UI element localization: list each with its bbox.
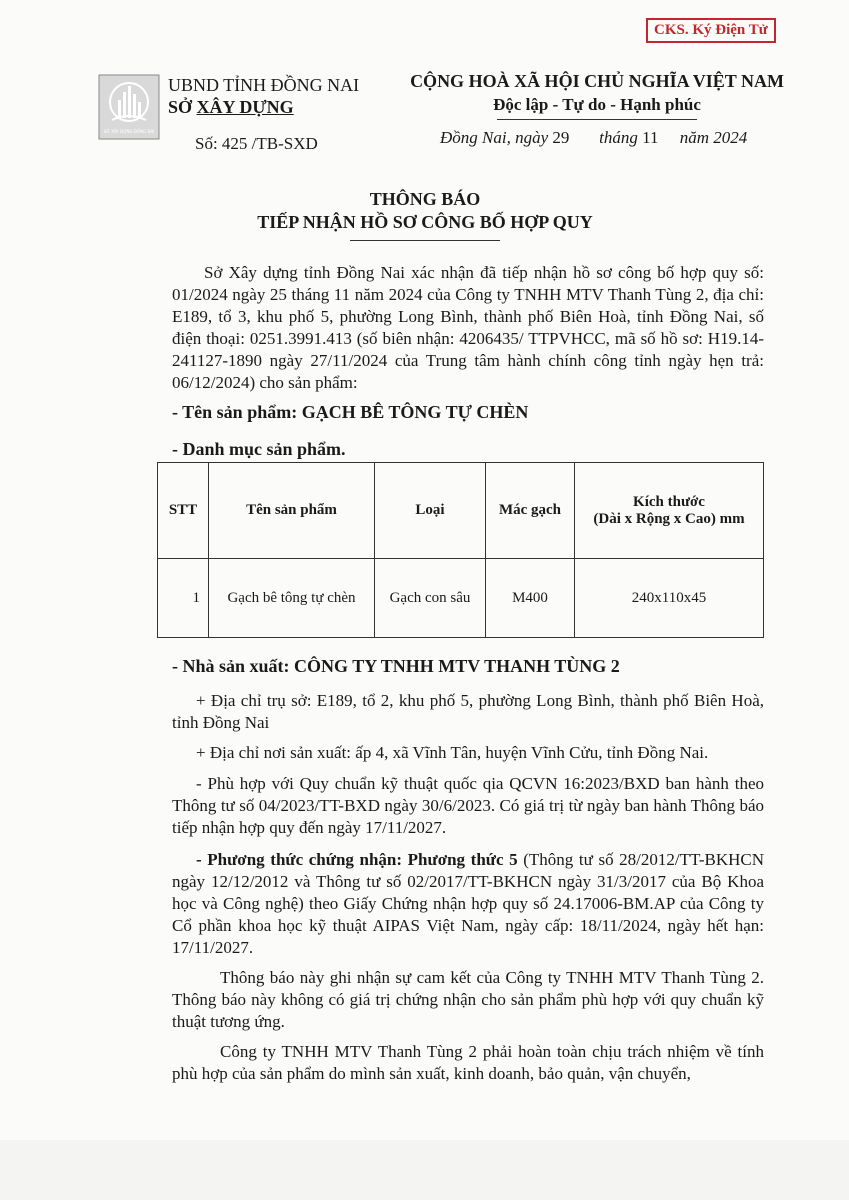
factory-address: + Địa chỉ nơi sản xuất: ấp 4, xã Vĩnh Tân, huyện Vĩnh Cửu, tỉnh Đồng Nai. (196, 743, 709, 762)
note-responsibility: Công ty TNHH MTV Thanh Tùng 2 phải hoàn toàn chịu trách nhiệm về tính phù hợp của sản phẩm do mình sản xuất, kinh doanh, bảo quản, vận chuyển, (172, 1042, 764, 1083)
date-place: Đồng Nai, ngày (440, 128, 549, 147)
col-header-grade: Mác gạch (486, 463, 575, 559)
document-title: THÔNG BÁO (369, 189, 481, 209)
cell-grade: M400 (486, 559, 575, 638)
col-header-type: Loại (375, 463, 486, 559)
cell-stt: 1 (158, 559, 209, 638)
cell-type: Gạch con sâu (375, 559, 486, 638)
manufacturer-label: - Nhà sản xuất: (172, 656, 290, 676)
table-row (158, 559, 764, 638)
intro-paragraph: Sở Xây dựng tỉnh Đồng Nai xác nhận đã tiếp nhận hồ sơ công bố hợp quy số: 01/2024 ngày 25 tháng 11 năm 2024 của Công ty TNHH MTV Thanh Tùng 2, địa chỉ: E189, tổ 3, khu phố 5, phường Long Bình, thành phố Biên Hoà, tỉnh Đồng Nai, số điện thoại: 0251.3991.413 (số biên nhận: 4206435/ TTPVHCC, mã số hồ sơ: H19.14-241127-1890 ngày 27/11/2024 của Trung tâm hành chính công tỉnh ngày hẹn trả: 06/12/2024) cho sản phẩm: (172, 263, 764, 392)
date-year-label: năm (679, 128, 710, 147)
date-month: 11 (642, 128, 659, 147)
date-day: 29 (552, 128, 570, 147)
product-name-line (172, 401, 764, 423)
conformity-paragraph: - Phù hợp với Quy chuẩn kỹ thuật quốc qia QCVN 16:2023/BXD ban hành theo Thông tư số 04/2023/TT-BXD ngày 30/6/2023. Có giá trị từ ngày ban hành Thông báo tiếp nhận hợp quy đến ngày 17/11/2027. (172, 774, 764, 837)
headquarters-address: + Địa chỉ trụ sở: E189, tổ 2, khu phố 5, phường Long Bình, thành phố Biên Hoà, tỉnh Đồng Nai (172, 691, 764, 732)
certification-label: - Phương thức chứng nhận: Phương thức 5 (196, 850, 518, 869)
product-name-value: GẠCH BÊ TÔNG TỰ CHÈN (301, 402, 529, 422)
department-logo-icon (98, 74, 160, 140)
department-name-prefix: SỞ (168, 97, 197, 117)
cell-size: 240x110x45 (575, 559, 764, 638)
issuing-authority (168, 74, 359, 118)
issue-date (440, 128, 747, 148)
date-month-label: tháng (599, 128, 638, 147)
department-name (168, 96, 359, 118)
col-header-name: Tên sản phẩm (209, 463, 375, 559)
product-catalog-label: - Danh mục sản phẩm. (172, 439, 346, 459)
national-motto: Độc lập - Tự do - Hạnh phúc (493, 95, 701, 114)
product-table (157, 462, 764, 638)
product-name-label: - Tên sản phẩm: (172, 402, 298, 422)
col-header-size-line2: (Dài x Rộng x Cao) mm (593, 510, 745, 527)
digital-signature-stamp: CKS. Ký Điện Tử (646, 18, 776, 43)
department-name-underlined: XÂY DỰNG (196, 97, 294, 117)
cell-name: Gạch bê tông tự chèn (209, 559, 375, 638)
motto-underline (497, 119, 697, 120)
parent-authority: UBND TỈNH ĐỒNG NAI (168, 75, 360, 95)
note-commitment: Thông báo này ghi nhận sự cam kết của Công ty TNHH MTV Thanh Tùng 2. Thông báo này không có giá trị chứng nhận cho sản phẩm phù hợp với quy chuẩn kỹ thuật tương ứng. (172, 968, 764, 1031)
col-header-size-line1: Kích thước (633, 493, 705, 510)
date-year: 2024 (713, 128, 748, 147)
title-underline (350, 240, 500, 241)
col-header-stt: STT (158, 463, 209, 559)
certification-text: (Thông tư số 28/2012/TT-BKHCN ngày 12/12/2012 và Thông tư số 02/2017/TT-BKHCN ngày 31/3/2017 của Bộ Khoa học và Công nghệ) theo Giấy Chứng nhận hợp quy số 24.17006-BM.AP của Công ty Cổ phần khoa học kỹ thuật AIPAS Việt Nam, ngày cấp: 18/11/2024, ngày hết hạn: 17/11/2027. (172, 850, 764, 957)
document-number: Số: 425 /TB-SXD (195, 134, 318, 153)
manufacturer-line (172, 655, 764, 677)
svg-text:SỞ XÂY DỰNG ĐỒNG NAI: SỞ XÂY DỰNG ĐỒNG NAI (103, 129, 155, 134)
document-subtitle: TIẾP NHẬN HỒ SƠ CÔNG BỐ HỢP QUY (257, 212, 593, 232)
national-header (392, 69, 802, 120)
country-name: CỘNG HOÀ XÃ HỘI CHỦ NGHĨA VIỆT NAM (410, 71, 784, 91)
certification-paragraph (172, 849, 764, 959)
manufacturer-value: CÔNG TY TNHH MTV THANH TÙNG 2 (294, 656, 620, 676)
table-header-row (158, 463, 764, 559)
col-header-size (575, 463, 764, 559)
